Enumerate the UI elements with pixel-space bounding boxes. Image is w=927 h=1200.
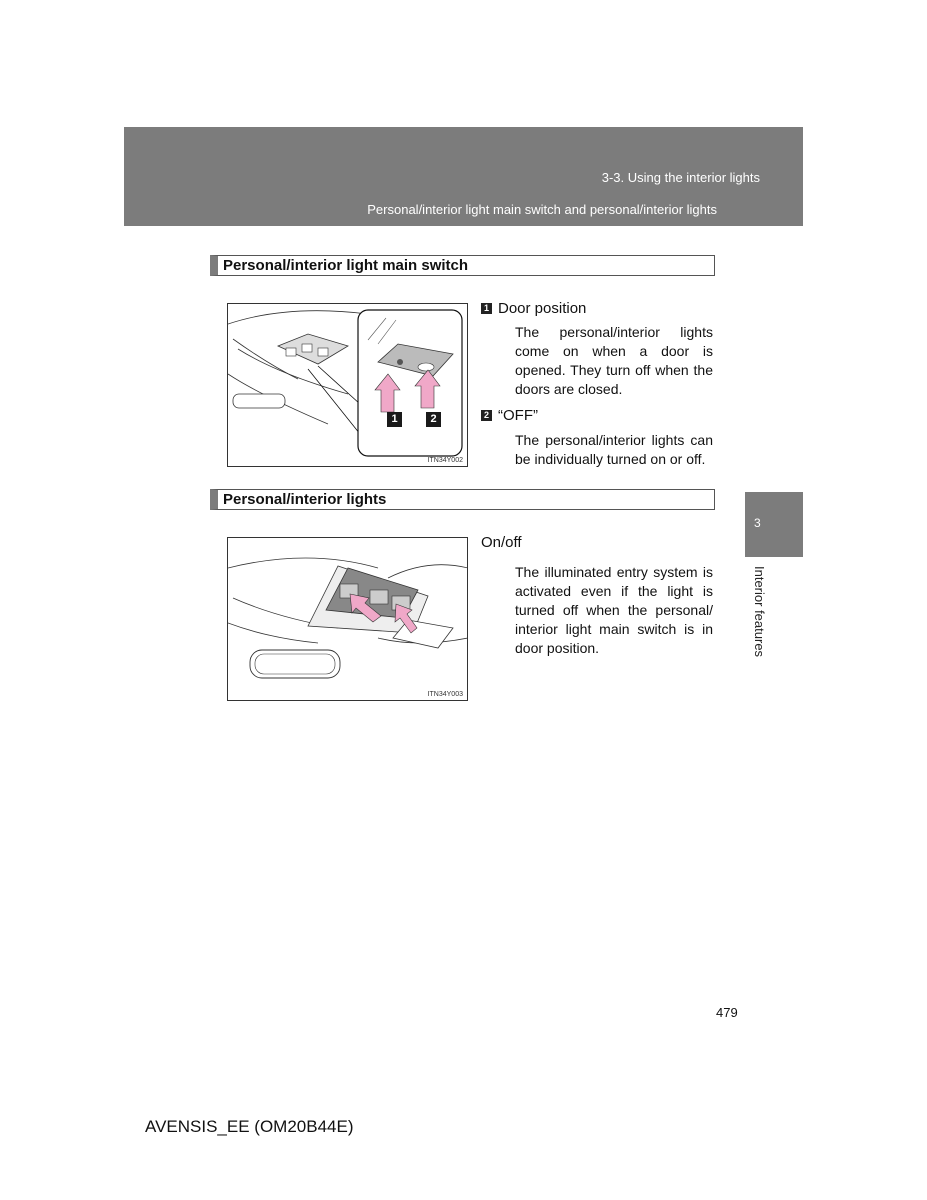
item-description: The illuminated entry system is activated even if the light is turned off when the personal/ interior light main switch is in door position. bbox=[515, 564, 713, 656]
chapter-number: 3 bbox=[754, 516, 761, 530]
footer-model: AVENSIS_EE (OM20B44E) bbox=[145, 1117, 354, 1136]
item-door-position bbox=[481, 300, 586, 317]
item-title: “OFF” bbox=[498, 407, 538, 424]
chapter-label: Interior features bbox=[752, 566, 767, 658]
header-title: Personal/interior light main switch and personal/interior lights bbox=[367, 202, 717, 217]
callout-1: 1 bbox=[387, 412, 402, 427]
number-box-icon: 2 bbox=[481, 410, 492, 421]
callout-2: 2 bbox=[426, 412, 441, 427]
page-header bbox=[124, 127, 803, 226]
figure-code: ITN34Y003 bbox=[427, 691, 463, 698]
number-box-icon: 1 bbox=[481, 303, 492, 314]
section-heading-interior-lights: Personal/interior lights bbox=[210, 489, 715, 510]
item-title: On/off bbox=[481, 534, 522, 551]
main-switch-illustration bbox=[227, 303, 468, 467]
section-heading-main-switch: Personal/interior light main switch bbox=[210, 255, 715, 276]
chapter-tab bbox=[745, 492, 803, 557]
header-section-label: 3-3. Using the interior lights bbox=[601, 170, 760, 185]
item-description: The personal/interior lights come on when a door is opened. They turn off when the doors are closed. bbox=[515, 324, 713, 397]
figure-code: ITN34Y002 bbox=[427, 457, 463, 464]
item-on-off bbox=[481, 534, 522, 551]
item-off bbox=[481, 407, 538, 424]
page-number: 479 bbox=[716, 1005, 738, 1020]
interior-lights-illustration bbox=[227, 537, 468, 701]
item-title: Door position bbox=[498, 300, 587, 317]
item-description: The personal/interior lights can be individually turned on or off. bbox=[515, 432, 713, 467]
